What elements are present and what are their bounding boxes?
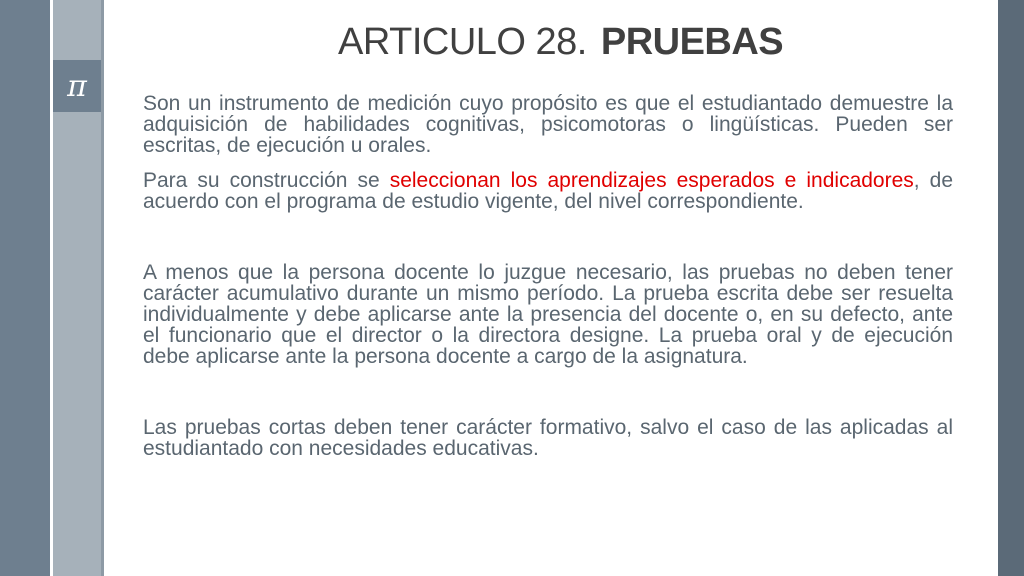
paragraph-application: A menos que la persona docente lo juzgue necesario, las pruebas no deben tener carácter acumulativo durante un mismo período. La prueba escrita debe ser resuelta individualmente y debe aplicarse ante la presencia del docente o, en su defecto, ante el funcionario que el director o la directora designe. La prueba oral y de ejecución debe aplicarse ante la persona docente a cargo de la asignatura. (143, 261, 953, 368)
pi-icon-glyph: π (67, 68, 87, 104)
highlighted-text: seleccionan los aprendizajes esperados e indicadores (389, 169, 914, 192)
paragraph-short-tests: Las pruebas cortas deben tener carácter formativo, salvo el caso de las aplicadas al estudiantado con necesidades educativas. (143, 416, 953, 460)
pi-icon (53, 60, 101, 112)
paragraph-construction (143, 170, 953, 212)
slide-body (143, 93, 953, 459)
title-topic: PRUEBAS (600, 21, 784, 63)
paragraph-definition: Son un instrumento de medición cuyo propósito es que el estudiantado demuestre la adquisición de habilidades cognitivas, psicomotoras o lingüísticas. Pueden ser escritas, de ejecución u orales. (143, 92, 953, 157)
left-sidebar-bar (0, 0, 50, 576)
paragraph-construction-intro: Para su construcción se (143, 169, 390, 192)
paragraph-construction-rest: , de acuerdo con el programa de estudio vigente, del nivel correspondiente. (143, 169, 954, 213)
slide-title (338, 18, 783, 66)
right-sidebar-bar (998, 0, 1024, 576)
title-article: ARTICULO 28. (338, 21, 587, 63)
sidebar-divider (101, 0, 104, 576)
